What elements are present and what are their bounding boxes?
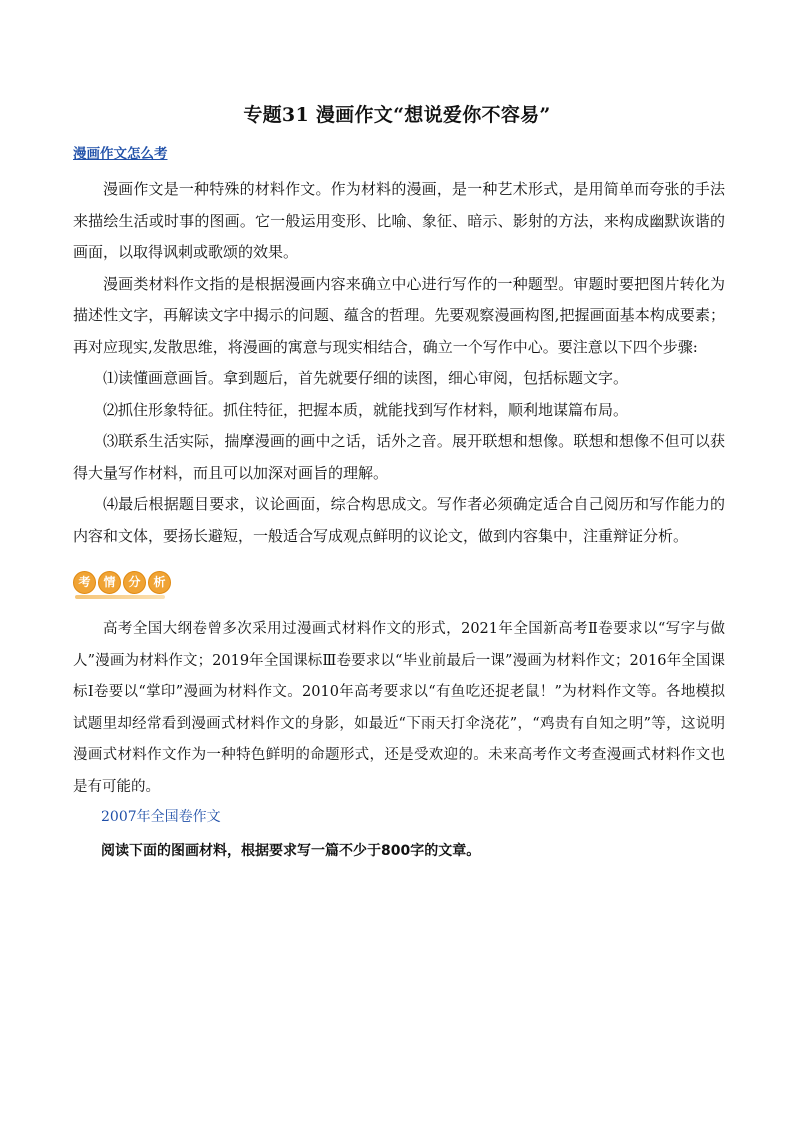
badge-char: 情 [98,571,121,594]
paragraph-method: 漫画类材料作文指的是根据漫画内容来确立中心进行写作的一种题型。审题时要把图片转化为描述性文字，再解读文字中揭示的问题、蕴含的哲理。先要观察漫画构图,把握画面基本构成要素；再对应现实,发散思维，将漫画的寓意与现实相结合，确立一个写作中心。要注意以下四个步骤: [73,274,725,356]
exam-analysis-badge [73,571,169,603]
paragraph-analysis: 高考全国大纲卷曾多次采用过漫画式材料作文的形式，2021年全国新高考Ⅱ卷要求以“写字与做人”漫画为材料作文；2019年全国课标Ⅲ卷要求以“毕业前最后一课”漫画为材料作文；2016年全国课标Ⅰ卷要以“掌印”漫画为材料作文。2010年高考要求以“有鱼吃还捉老鼠！”为材料作文等。各地模拟试题里却经常看到漫画式材料作文的身影，如最近“下雨天打伞浇花”，“鸡贵有自知之明”等，这说明漫画式材料作文作为一种特色鲜明的命题形式，还是受欢迎的。未来高考作文考查漫画式材料作文也是有可能的。 [73,621,725,795]
document-title: 专题31 漫画作文“想说爱你不容易” [243,104,551,126]
analysis-body [73,614,725,803]
badge-char: 分 [123,571,146,594]
step-4: ⑷最后根据题目要求，议论画面，综合构思成文。写作者必须确定适合自己阅历和写作能力的内容和文体，要扬长避短，一般适合写成观点鲜明的议论文，做到内容集中，注重辩证分析。 [73,495,725,545]
badge-underline [75,595,165,599]
step-3: ⑶联系生活实际，揣摩漫画的画中之话，话外之音。展开联想和想像。联想和想像不但可以获得大量写作材料，而且可以加深对画旨的理解。 [73,432,725,482]
paragraph-definition: 漫画作文是一种特殊的材料作文。作为材料的漫画，是一种艺术形式，是用简单而夸张的手法来描绘生活或时事的图画。它一般运用变形、比喻、象征、暗示、影射的方法，来构成幽默诙谐的画面，以取得讽刺或歌颂的效果。 [73,180,725,261]
step-2: ⑵抓住形象特征。抓住特征，把握本质，就能找到写作材料，顺利地谋篇布局。 [103,400,629,419]
section-link-how-to-test[interactable]: 漫画作文怎么考 [73,146,168,162]
writing-instruction: 阅读下面的图画材料，根据要求写一篇不少于800字的文章。 [101,843,481,859]
badge-char: 析 [148,571,171,594]
badge-char: 考 [73,571,96,594]
intro-body [73,174,725,552]
sub-heading-2007-exam: 2007年全国卷作文 [101,809,221,825]
step-1: ⑴读懂画意画旨。拿到题后，首先就要仔细的读图，细心审阅，包括标题文字。 [103,369,629,387]
